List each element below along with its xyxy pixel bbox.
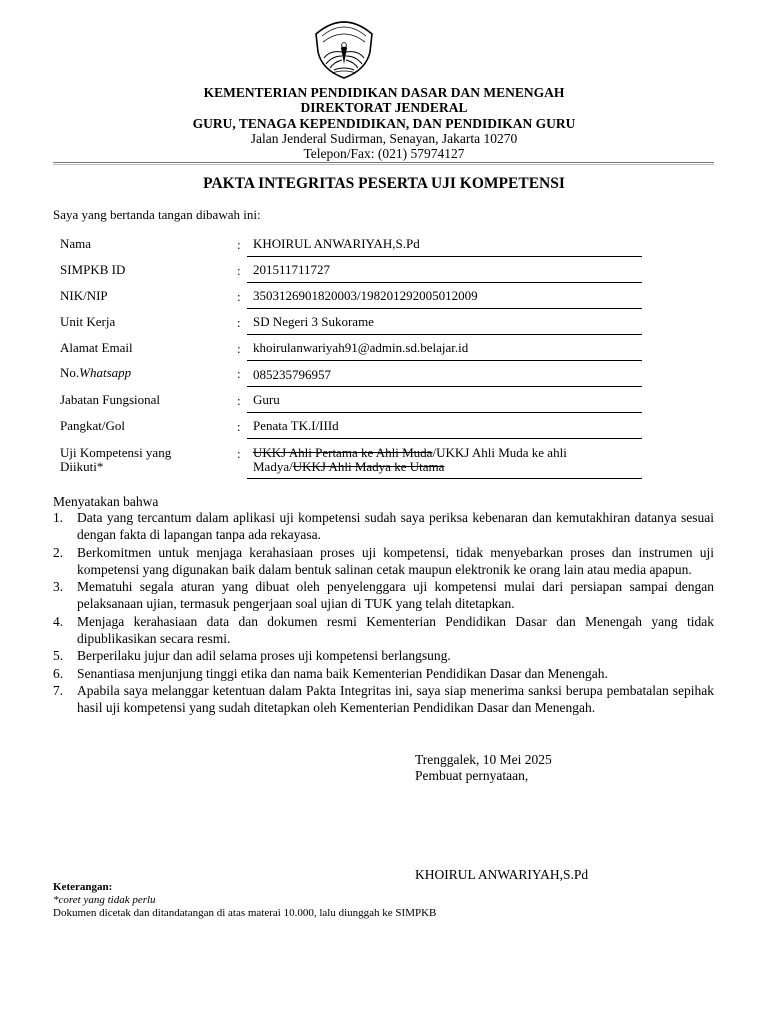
signer-name: KHOIRUL ANWARIYAH,S.Pd <box>415 867 589 882</box>
field-colon: : <box>237 263 241 278</box>
item-text: Mematuhi segala aturan yang dibuat oleh penyelenggara uji kompetensi mulai dari persiapan sampai dengan pelaksanaan ujian, termasuk pengerjaan soal ujian di TUK yang telah ditetapkan. <box>77 579 714 612</box>
field-underline <box>247 360 642 361</box>
item-number: 7. <box>53 682 64 698</box>
declaration-item <box>53 682 714 717</box>
notes-heading: Keterangan: <box>53 881 113 893</box>
item-text: Data yang tercantum dalam aplikasi uji kompetensi sudah saya periksa kebenaran dan kemutakhiran datanya sesuai dengan fakta di lapangan tanpa ada rekayasa. <box>77 510 714 543</box>
field-value-whatsapp: 085235796957 <box>253 367 331 382</box>
field-label: SIMPKB ID <box>60 262 126 277</box>
declaration-list <box>53 509 714 717</box>
field-value-pangkat: Penata TK.I/IIId <box>253 418 339 433</box>
field-label-italic: Whatsapp <box>79 365 132 380</box>
field-label: Unit Kerja <box>60 314 116 329</box>
item-text: Berperilaku jujur dan adil selama proses uji kompetensi berlangsung. <box>77 648 451 664</box>
item-text: Menjaga kerahasiaan data dan dokumen resmi Kementerian Pendidikan Dasar dan Menengah yang tidak dipublikasikan secara resmi. <box>77 613 714 647</box>
field-label: Jabatan Fungsional <box>60 392 161 407</box>
option-struck-1: UKKJ Ahli Pertama ke Ahli Muda <box>253 445 433 460</box>
directorate-subname: GURU, TENAGA KEPENDIDIKAN, DAN PENDIDIKAN GURU <box>192 116 576 131</box>
field-value-niknip: 3503126901820003/198201292005012009 <box>253 288 478 303</box>
field-value-nama: KHOIRUL ANWARIYAH,S.Pd <box>253 236 420 251</box>
directorate-name: DIREKTORAT JENDERAL <box>300 100 468 115</box>
field-colon: : <box>237 393 241 408</box>
field-value-jabatan: Guru <box>253 392 280 407</box>
field-underline <box>247 386 642 387</box>
item-number: 3. <box>53 579 64 595</box>
field-colon: : <box>237 446 241 461</box>
intro-text: Saya yang bertanda tangan dibawah ini: <box>53 207 261 222</box>
field-colon: : <box>237 315 241 330</box>
notes-print-hint: Dokumen dicetak dan ditandatangan di atas materai 10.000, lalu diunggah ke SIMPKB <box>53 907 437 919</box>
field-label: NIK/NIP <box>60 288 108 303</box>
signer-role: Pembuat pernyataan, <box>415 768 529 783</box>
tut-wuri-handayani-logo <box>308 16 380 80</box>
item-number: 4. <box>53 613 64 629</box>
item-text: Senantiasa menjunjung tinggi etika dan nama baik Kementerian Pendidikan Dasar dan Menengah. <box>77 665 608 681</box>
item-number: 1. <box>53 510 64 525</box>
field-colon: : <box>237 366 241 381</box>
field-underline <box>247 256 642 257</box>
field-label <box>60 366 230 380</box>
option-separator: / <box>432 445 437 460</box>
notes-strike-hint: *coret yang tidak perlu <box>53 894 156 906</box>
place-date: Trenggalek, 10 Mei 2025 <box>415 752 552 767</box>
field-label-prefix: No. <box>60 365 80 380</box>
field-colon: : <box>237 341 241 356</box>
declaration-heading: Menyatakan bahwa <box>53 494 159 509</box>
address: Jalan Jenderal Sudirman, Senayan, Jakarta 10270 <box>250 131 518 146</box>
field-underline <box>247 282 642 283</box>
field-underline <box>247 334 642 335</box>
field-underline <box>247 478 642 479</box>
declaration-item <box>53 544 714 579</box>
field-colon: : <box>237 289 241 304</box>
field-colon: : <box>237 419 241 434</box>
field-colon: : <box>237 237 241 252</box>
field-value-unit-kerja: SD Negeri 3 Sukorame <box>253 314 374 329</box>
item-number: 5. <box>53 648 64 664</box>
item-text: Apabila saya melanggar ketentuan dalam Pakta Integritas ini, saya siap menerima sanksi berupa pembatalan sepihak hasil uji kompetensi yang sudah ditetapkan oleh Kementerian Pendidikan Dasar dan Menengah. <box>77 682 714 716</box>
item-text: Berkomitmen untuk menjaga kerahasiaan proses uji kompetensi, tidak menyebarkan proses dan instrumen uji kompetensi yang digunakan baik dalam bentuk salinan cetak maupun elektronik ke orang lain atau media apapun. <box>77 544 714 577</box>
field-value-uji-kompetensi <box>253 446 598 474</box>
option-selected: UKKJ Ahli Muda ke ahli Madya <box>253 445 567 474</box>
field-underline <box>247 412 642 413</box>
declaration-item <box>53 613 714 648</box>
field-label: Pangkat/Gol <box>60 418 125 433</box>
item-number: 2. <box>53 544 64 560</box>
option-separator: / <box>289 459 293 474</box>
declaration-item <box>53 665 714 682</box>
declaration-item <box>53 578 714 613</box>
field-value-simpkb: 201511711727 <box>253 262 331 277</box>
field-label: Alamat Email <box>60 340 133 355</box>
field-underline <box>247 438 642 439</box>
field-label: Uji Kompetensi yang Diikuti* <box>60 445 172 474</box>
declaration-item <box>53 509 714 544</box>
field-label: Nama <box>60 236 92 251</box>
phone-fax: Telepon/Fax: (021) 57974127 <box>303 146 465 161</box>
option-struck-2: UKKJ Ahli Madya ke Utama <box>292 459 445 474</box>
item-number: 6. <box>53 665 64 681</box>
field-value-email: khoirulanwariyah91@admin.sd.belajar.id <box>253 340 469 355</box>
declaration-item <box>53 647 714 664</box>
ministry-name: KEMENTERIAN PENDIDIKAN DASAR DAN MENENGAH <box>203 85 565 100</box>
document-title: PAKTA INTEGRITAS PESERTA UJI KOMPETENSI <box>203 175 565 192</box>
field-underline <box>247 308 642 309</box>
header-divider <box>53 162 714 165</box>
